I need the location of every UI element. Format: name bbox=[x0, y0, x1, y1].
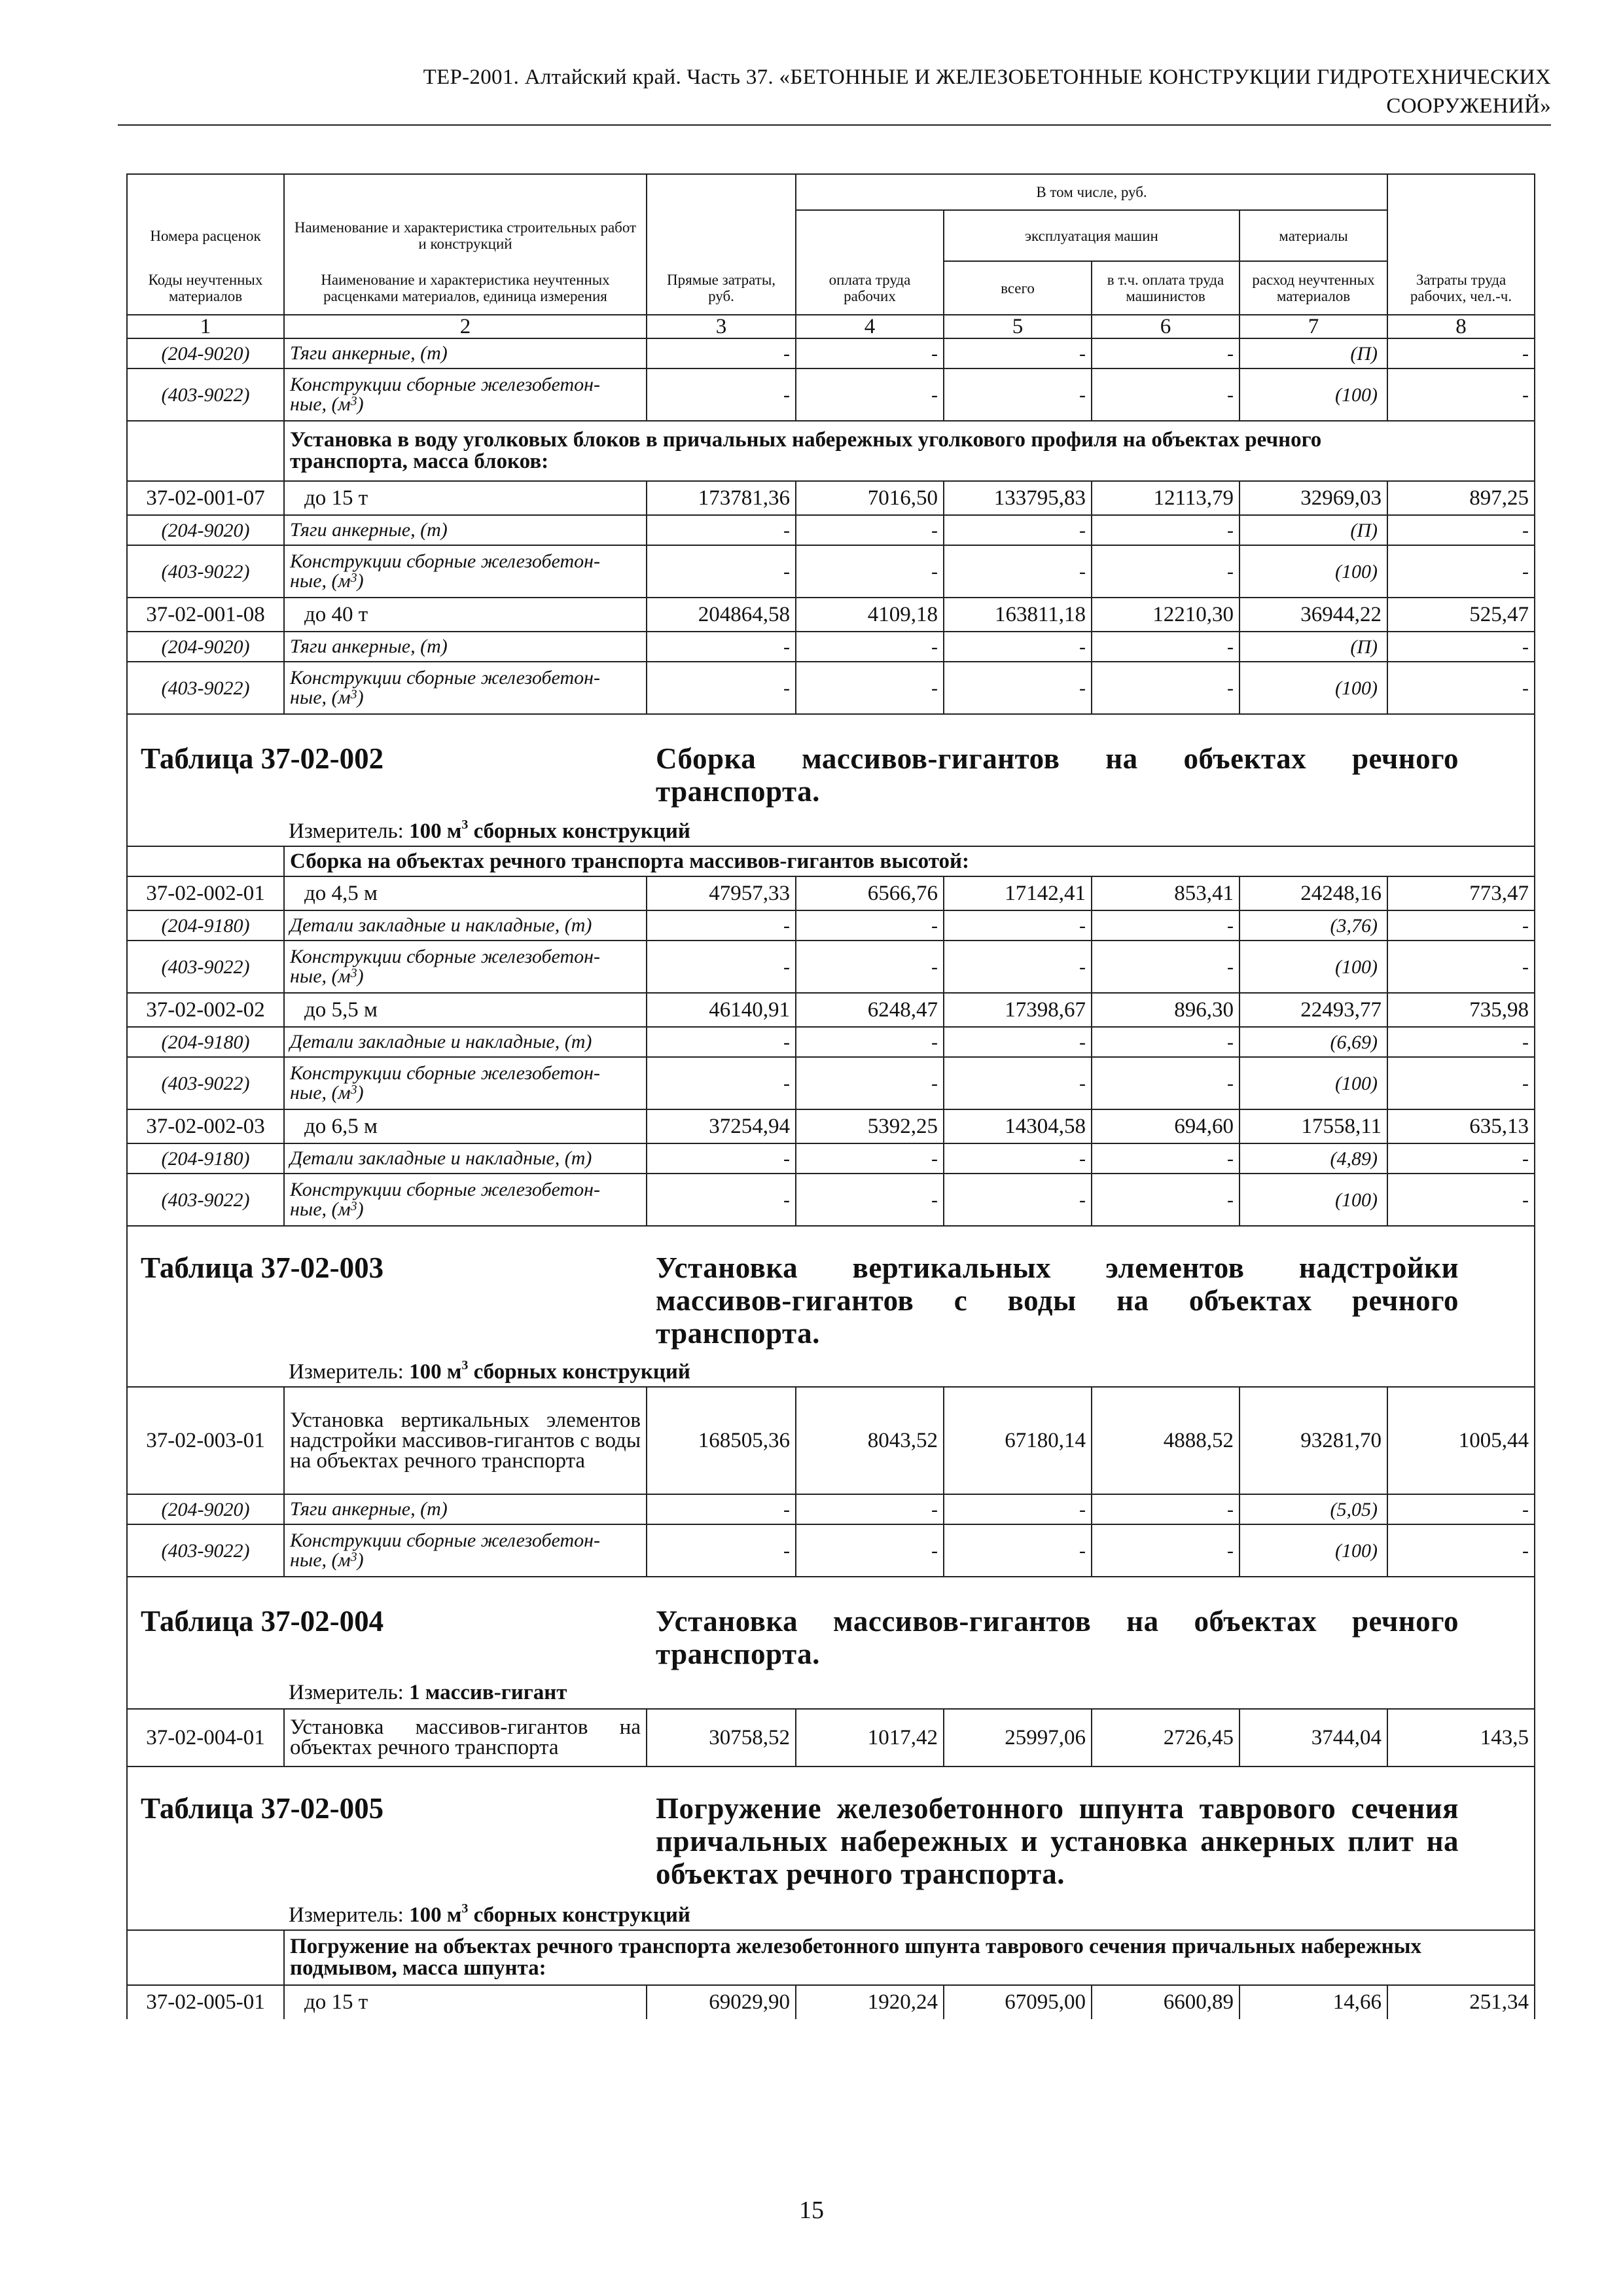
material-code: (204-9020) bbox=[127, 515, 284, 545]
cell-value: - bbox=[1387, 1143, 1535, 1174]
material-consumption: (100) bbox=[1240, 662, 1387, 714]
labor-pay: 6248,47 bbox=[796, 993, 944, 1027]
materials-cost: 93281,70 bbox=[1240, 1387, 1387, 1494]
incl-header: В том числе, руб. bbox=[796, 174, 1387, 210]
machinist-pay: 694,60 bbox=[1092, 1109, 1240, 1143]
material-consumption: (П) bbox=[1240, 515, 1387, 545]
col-number: 5 bbox=[944, 315, 1092, 338]
table-number: Таблица 37-02-005 bbox=[141, 1792, 384, 1825]
rate-code: 37-02-001-08 bbox=[127, 598, 284, 632]
cell-value: - bbox=[796, 1524, 944, 1577]
cell-value: - bbox=[796, 1174, 944, 1226]
cell-value: - bbox=[796, 338, 944, 368]
rate-code: 37-02-002-01 bbox=[127, 876, 284, 910]
material-name: Тяги анкерные, (т) bbox=[284, 515, 647, 545]
material-consumption: (3,76) bbox=[1240, 910, 1387, 941]
category-row bbox=[127, 1930, 1535, 1985]
machinist-pay: 12210,30 bbox=[1092, 598, 1240, 632]
material-code: (403-9022) bbox=[127, 545, 284, 598]
rate-name: Установка вертикальных элементов надстройки массивов-гигантов с воды на объектах речного транспорта bbox=[284, 1387, 647, 1494]
cell-value: - bbox=[944, 1494, 1092, 1524]
materials-cost: 36944,22 bbox=[1240, 598, 1387, 632]
material-code: (403-9022) bbox=[127, 1057, 284, 1109]
cell-value: - bbox=[944, 1174, 1092, 1226]
machine-total: 14304,58 bbox=[944, 1109, 1092, 1143]
rate-code: 37-02-002-02 bbox=[127, 993, 284, 1027]
rate-row bbox=[127, 1387, 1535, 1494]
cell-value: - bbox=[1092, 515, 1240, 545]
cell-value: - bbox=[647, 1057, 796, 1109]
col-number: 2 bbox=[284, 315, 647, 338]
material-name: Тяги анкерные, (т) bbox=[284, 632, 647, 662]
material-consumption: (5,05) bbox=[1240, 1494, 1387, 1524]
cell-value: - bbox=[1387, 338, 1535, 368]
labor-pay: 4109,18 bbox=[796, 598, 944, 632]
labor-pay: 5392,25 bbox=[796, 1109, 944, 1143]
page-number: 15 bbox=[799, 2197, 824, 2224]
col8-header: Затраты труда рабочих, чел.-ч. bbox=[1387, 261, 1535, 315]
rate-row bbox=[127, 876, 1535, 910]
materials-cost: 17558,11 bbox=[1240, 1109, 1387, 1143]
material-code: (403-9022) bbox=[127, 1174, 284, 1226]
cell-value: - bbox=[1387, 632, 1535, 662]
cell-value: - bbox=[796, 662, 944, 714]
material-name: Конструкции сборные железобетон- ные, $(м^3)$ bbox=[284, 368, 647, 421]
labor-hours: 897,25 bbox=[1387, 481, 1535, 515]
rate-row bbox=[127, 481, 1535, 515]
col3-header: Прямые затраты, руб. bbox=[647, 261, 796, 315]
labor-pay: 6566,76 bbox=[796, 876, 944, 910]
machine-total: 17398,67 bbox=[944, 993, 1092, 1027]
cell-value: - bbox=[796, 1143, 944, 1174]
material-consumption: (100) bbox=[1240, 368, 1387, 421]
cell-value: - bbox=[1387, 910, 1535, 941]
cell-value: - bbox=[796, 1494, 944, 1524]
cell-value: - bbox=[796, 545, 944, 598]
labor-hours: 735,98 bbox=[1387, 993, 1535, 1027]
material-name: Детали закладные и накладные, (т) bbox=[284, 910, 647, 941]
cell-value: - bbox=[796, 632, 944, 662]
material-name: Конструкции сборные железобетон- ные, $(м^3)$ bbox=[284, 545, 647, 598]
cell-value: - bbox=[1387, 368, 1535, 421]
material-consumption: (4,89) bbox=[1240, 1143, 1387, 1174]
table-name: Установка вертикальных элементов надстройки массивов-гигантов с воды на объектах речного транспорта. bbox=[656, 1251, 1459, 1350]
labor-pay: 1017,42 bbox=[796, 1709, 944, 1767]
table-title-block bbox=[127, 1767, 1535, 1930]
machinist-pay: 896,30 bbox=[1092, 993, 1240, 1027]
material-row bbox=[127, 1057, 1535, 1109]
rate-row bbox=[127, 993, 1535, 1027]
header-row-3 bbox=[127, 261, 1535, 315]
col1-bottom-header: Коды неучтенных материалов bbox=[127, 261, 284, 315]
cell-value: - bbox=[1387, 1174, 1535, 1226]
cell-value: - bbox=[944, 1027, 1092, 1057]
material-name: Конструкции сборные железобетон- ные, $(м^3)$ bbox=[284, 1524, 647, 1577]
cell-value: - bbox=[1387, 515, 1535, 545]
cell-value: - bbox=[647, 368, 796, 421]
cell-value: - bbox=[1092, 910, 1240, 941]
labor-hours: 525,47 bbox=[1387, 598, 1535, 632]
cell-value: - bbox=[1092, 1027, 1240, 1057]
cell-value: - bbox=[647, 338, 796, 368]
rate-code: 37-02-003-01 bbox=[127, 1387, 284, 1494]
running-header bbox=[118, 63, 1551, 120]
labor-hours: 251,34 bbox=[1387, 1985, 1535, 2019]
material-row bbox=[127, 1027, 1535, 1057]
material-row bbox=[127, 545, 1535, 598]
cell-value: - bbox=[1092, 632, 1240, 662]
machinist-pay: 853,41 bbox=[1092, 876, 1240, 910]
cell-value: - bbox=[647, 632, 796, 662]
material-row bbox=[127, 368, 1535, 421]
col2-top-header: Наименование и характеристика строительных работ и конструкций bbox=[284, 210, 647, 261]
cell-value: - bbox=[1387, 941, 1535, 993]
table-title-block bbox=[127, 714, 1535, 846]
col5-header: всего bbox=[944, 261, 1092, 315]
material-row bbox=[127, 632, 1535, 662]
table-name: Установка массивов-гигантов на объектах речного транспорта. bbox=[656, 1605, 1459, 1670]
material-row bbox=[127, 910, 1535, 941]
cell-value: - bbox=[1387, 545, 1535, 598]
cell-value: - bbox=[647, 910, 796, 941]
labor-hours: 635,13 bbox=[1387, 1109, 1535, 1143]
cell-value: - bbox=[944, 941, 1092, 993]
rate-code: 37-02-004-01 bbox=[127, 1709, 284, 1767]
col-number: 3 bbox=[647, 315, 796, 338]
category-title: Установка в воду уголковых блоков в причальных набережных уголкового профиля на объектах речного транспорта, масса блоков: bbox=[284, 421, 1535, 481]
col1-top-header: Номера расценок bbox=[127, 210, 284, 261]
rate-row bbox=[127, 1109, 1535, 1143]
rates-table bbox=[126, 173, 1535, 2019]
col-number: 4 bbox=[796, 315, 944, 338]
material-consumption: (100) bbox=[1240, 1057, 1387, 1109]
machine-total: 17142,41 bbox=[944, 876, 1092, 910]
rate-code: 37-02-001-07 bbox=[127, 481, 284, 515]
materials-cost: 24248,16 bbox=[1240, 876, 1387, 910]
cell-value: - bbox=[1387, 1524, 1535, 1577]
direct-costs: 168505,36 bbox=[647, 1387, 796, 1494]
table-number: Таблица 37-02-002 bbox=[141, 742, 384, 775]
material-code: (204-9020) bbox=[127, 632, 284, 662]
table-title-block bbox=[127, 1226, 1535, 1387]
table-title-block bbox=[127, 1577, 1535, 1709]
table-number: Таблица 37-02-004 bbox=[141, 1605, 384, 1638]
materials-cost: 14,66 bbox=[1240, 1985, 1387, 2019]
cell-value: - bbox=[1092, 545, 1240, 598]
cell-value: - bbox=[1092, 368, 1240, 421]
material-name: Конструкции сборные железобетон- ные, $(м^3)$ bbox=[284, 662, 647, 714]
col4-header: оплата труда рабочих bbox=[796, 261, 944, 315]
cell-value: - bbox=[796, 1057, 944, 1109]
machine-total: 67095,00 bbox=[944, 1985, 1092, 2019]
material-code: (403-9022) bbox=[127, 662, 284, 714]
category-title: Сборка на объектах речного транспорта массивов-гигантов высотой: bbox=[284, 846, 1535, 876]
material-consumption: (100) bbox=[1240, 1524, 1387, 1577]
header-line-2: СООРУЖЕНИЙ» bbox=[1386, 94, 1551, 118]
col6-header: в т.ч. оплата труда машинистов bbox=[1092, 261, 1240, 315]
direct-costs: 30758,52 bbox=[647, 1709, 796, 1767]
cell-value: - bbox=[647, 1027, 796, 1057]
table-measure: Измеритель: 100 $м^3$ сборных конструкций bbox=[289, 817, 690, 843]
material-consumption: (100) bbox=[1240, 545, 1387, 598]
header-row-2 bbox=[127, 210, 1535, 261]
cell-value: - bbox=[796, 1027, 944, 1057]
category-row bbox=[127, 421, 1535, 481]
rate-name: до 6,5 м bbox=[284, 1109, 647, 1143]
col-number: 7 bbox=[1240, 315, 1387, 338]
cell-value: - bbox=[1387, 1057, 1535, 1109]
material-row bbox=[127, 1494, 1535, 1524]
cell-value: - bbox=[1092, 662, 1240, 714]
machine-total: 25997,06 bbox=[944, 1709, 1092, 1767]
rate-code: 37-02-002-03 bbox=[127, 1109, 284, 1143]
cell-value: - bbox=[1387, 662, 1535, 714]
cell-value: - bbox=[944, 545, 1092, 598]
cell-value: - bbox=[1092, 1494, 1240, 1524]
col-number: 8 bbox=[1387, 315, 1535, 338]
column-number-row bbox=[127, 315, 1535, 338]
materials-cost: 32969,03 bbox=[1240, 481, 1387, 515]
direct-costs: 69029,90 bbox=[647, 1985, 796, 2019]
cell-value: - bbox=[1387, 1494, 1535, 1524]
cell-value: - bbox=[1092, 941, 1240, 993]
col-number: 6 bbox=[1092, 315, 1240, 338]
material-consumption: (6,69) bbox=[1240, 1027, 1387, 1057]
labor-pay: 1920,24 bbox=[796, 1985, 944, 2019]
material-row bbox=[127, 1174, 1535, 1226]
labor-pay: 8043,52 bbox=[796, 1387, 944, 1494]
direct-costs: 46140,91 bbox=[647, 993, 796, 1027]
rate-name: Установка массивов-гигантов на объектах речного транспорта bbox=[284, 1709, 647, 1767]
rate-name: до 5,5 м bbox=[284, 993, 647, 1027]
cell-value: - bbox=[647, 1174, 796, 1226]
table-name: Сборка массивов-гигантов на объектах речного транспорта. bbox=[656, 742, 1459, 808]
material-code: (403-9022) bbox=[127, 941, 284, 993]
cell-value: - bbox=[647, 1524, 796, 1577]
material-name: Тяги анкерные, (т) bbox=[284, 1494, 647, 1524]
header-divider bbox=[118, 124, 1551, 126]
labor-pay: 7016,50 bbox=[796, 481, 944, 515]
labor-hours: 773,47 bbox=[1387, 876, 1535, 910]
col-number: 1 bbox=[127, 315, 284, 338]
header-line-1: ТЕР-2001. Алтайский край. Часть 37. «БЕТОННЫЕ И ЖЕЛЕЗОБЕТОННЫЕ КОНСТРУКЦИИ ГИДРОТЕХНИЧЕСКИХ bbox=[423, 65, 1551, 89]
table-number: Таблица 37-02-003 bbox=[141, 1251, 384, 1284]
material-consumption: (100) bbox=[1240, 1174, 1387, 1226]
machine-total: 163811,18 bbox=[944, 598, 1092, 632]
material-row bbox=[127, 338, 1535, 368]
cell-value: - bbox=[1092, 1057, 1240, 1109]
col2-bottom-header: Наименование и характеристика неучтенных расценками материалов, единица измерения bbox=[284, 261, 647, 315]
material-row bbox=[127, 941, 1535, 993]
machine-total: 67180,14 bbox=[944, 1387, 1092, 1494]
cell-value: - bbox=[944, 1143, 1092, 1174]
cell-value: - bbox=[944, 1057, 1092, 1109]
material-row bbox=[127, 662, 1535, 714]
cell-value: - bbox=[796, 515, 944, 545]
table-measure: Измеритель: 100 $м^3$ сборных конструкций bbox=[289, 1901, 690, 1927]
material-code: (204-9020) bbox=[127, 338, 284, 368]
cell-value: - bbox=[647, 545, 796, 598]
material-code: (204-9180) bbox=[127, 910, 284, 941]
rate-row bbox=[127, 1985, 1535, 2019]
machines-header: эксплуатация машин bbox=[944, 210, 1240, 261]
cell-value: - bbox=[647, 941, 796, 993]
table-name: Погружение железобетонного шпунта таврового сечения причальных набережных и установка анкерных плит на объектах речного транспорта. bbox=[656, 1792, 1459, 1890]
rate-row bbox=[127, 598, 1535, 632]
cell-value: - bbox=[796, 910, 944, 941]
cell-value: - bbox=[944, 368, 1092, 421]
material-name: Тяги анкерные, (т) bbox=[284, 338, 647, 368]
machinist-pay: 12113,79 bbox=[1092, 481, 1240, 515]
machinist-pay: 2726,45 bbox=[1092, 1709, 1240, 1767]
material-row bbox=[127, 515, 1535, 545]
cell-value: - bbox=[944, 338, 1092, 368]
material-code: (403-9022) bbox=[127, 368, 284, 421]
labor-hours: 143,5 bbox=[1387, 1709, 1535, 1767]
cell-value: - bbox=[944, 662, 1092, 714]
cell-value: - bbox=[796, 941, 944, 993]
material-consumption: (П) bbox=[1240, 632, 1387, 662]
rate-name: до 15 т bbox=[284, 481, 647, 515]
cell-value: - bbox=[1387, 1027, 1535, 1057]
machinist-pay: 4888,52 bbox=[1092, 1387, 1240, 1494]
rate-name: до 4,5 м bbox=[284, 876, 647, 910]
material-row bbox=[127, 1524, 1535, 1577]
header-row-1 bbox=[127, 174, 1535, 210]
material-code: (204-9180) bbox=[127, 1143, 284, 1174]
material-name: Конструкции сборные железобетон- ные, $(м^3)$ bbox=[284, 941, 647, 993]
rate-row bbox=[127, 1709, 1535, 1767]
material-code: (204-9180) bbox=[127, 1027, 284, 1057]
material-code: (403-9022) bbox=[127, 1524, 284, 1577]
direct-costs: 47957,33 bbox=[647, 876, 796, 910]
category-row bbox=[127, 846, 1535, 876]
materials-header: материалы bbox=[1240, 210, 1387, 261]
direct-costs: 173781,36 bbox=[647, 481, 796, 515]
cell-value: - bbox=[944, 632, 1092, 662]
cell-value: - bbox=[944, 515, 1092, 545]
machine-total: 133795,83 bbox=[944, 481, 1092, 515]
direct-costs: 204864,58 bbox=[647, 598, 796, 632]
cell-value: - bbox=[1092, 338, 1240, 368]
material-code: (204-9020) bbox=[127, 1494, 284, 1524]
cell-value: - bbox=[647, 515, 796, 545]
material-name: Конструкции сборные железобетон- ные, $(м^3)$ bbox=[284, 1174, 647, 1226]
cell-value: - bbox=[1092, 1143, 1240, 1174]
cell-value: - bbox=[1092, 1174, 1240, 1226]
table-measure: Измеритель: 1 массив-гигант bbox=[289, 1681, 567, 1704]
material-name: Детали закладные и накладные, (т) bbox=[284, 1027, 647, 1057]
direct-costs: 37254,94 bbox=[647, 1109, 796, 1143]
material-consumption: (100) bbox=[1240, 941, 1387, 993]
cell-value: - bbox=[944, 910, 1092, 941]
cell-value: - bbox=[647, 662, 796, 714]
rate-code: 37-02-005-01 bbox=[127, 1985, 284, 2019]
category-title: Погружение на объектах речного транспорта железобетонного шпунта таврового сечения причальных набережных подмывом, масса шпунта: bbox=[284, 1930, 1535, 1985]
rate-name: до 40 т bbox=[284, 598, 647, 632]
cell-value: - bbox=[944, 1524, 1092, 1577]
materials-cost: 22493,77 bbox=[1240, 993, 1387, 1027]
material-consumption: (П) bbox=[1240, 338, 1387, 368]
material-name: Детали закладные и накладные, (т) bbox=[284, 1143, 647, 1174]
material-row bbox=[127, 1143, 1535, 1174]
cell-value: - bbox=[796, 368, 944, 421]
cell-value: - bbox=[647, 1143, 796, 1174]
rate-name: до 15 т bbox=[284, 1985, 647, 2019]
cell-value: - bbox=[647, 1494, 796, 1524]
material-name: Конструкции сборные железобетон- ные, $(м^3)$ bbox=[284, 1057, 647, 1109]
labor-hours: 1005,44 bbox=[1387, 1387, 1535, 1494]
materials-cost: 3744,04 bbox=[1240, 1709, 1387, 1767]
table-measure: Измеритель: 100 $м^3$ сборных конструкций bbox=[289, 1358, 690, 1384]
col7-header: расход неучтенных материалов bbox=[1240, 261, 1387, 315]
machinist-pay: 6600,89 bbox=[1092, 1985, 1240, 2019]
cell-value: - bbox=[1092, 1524, 1240, 1577]
